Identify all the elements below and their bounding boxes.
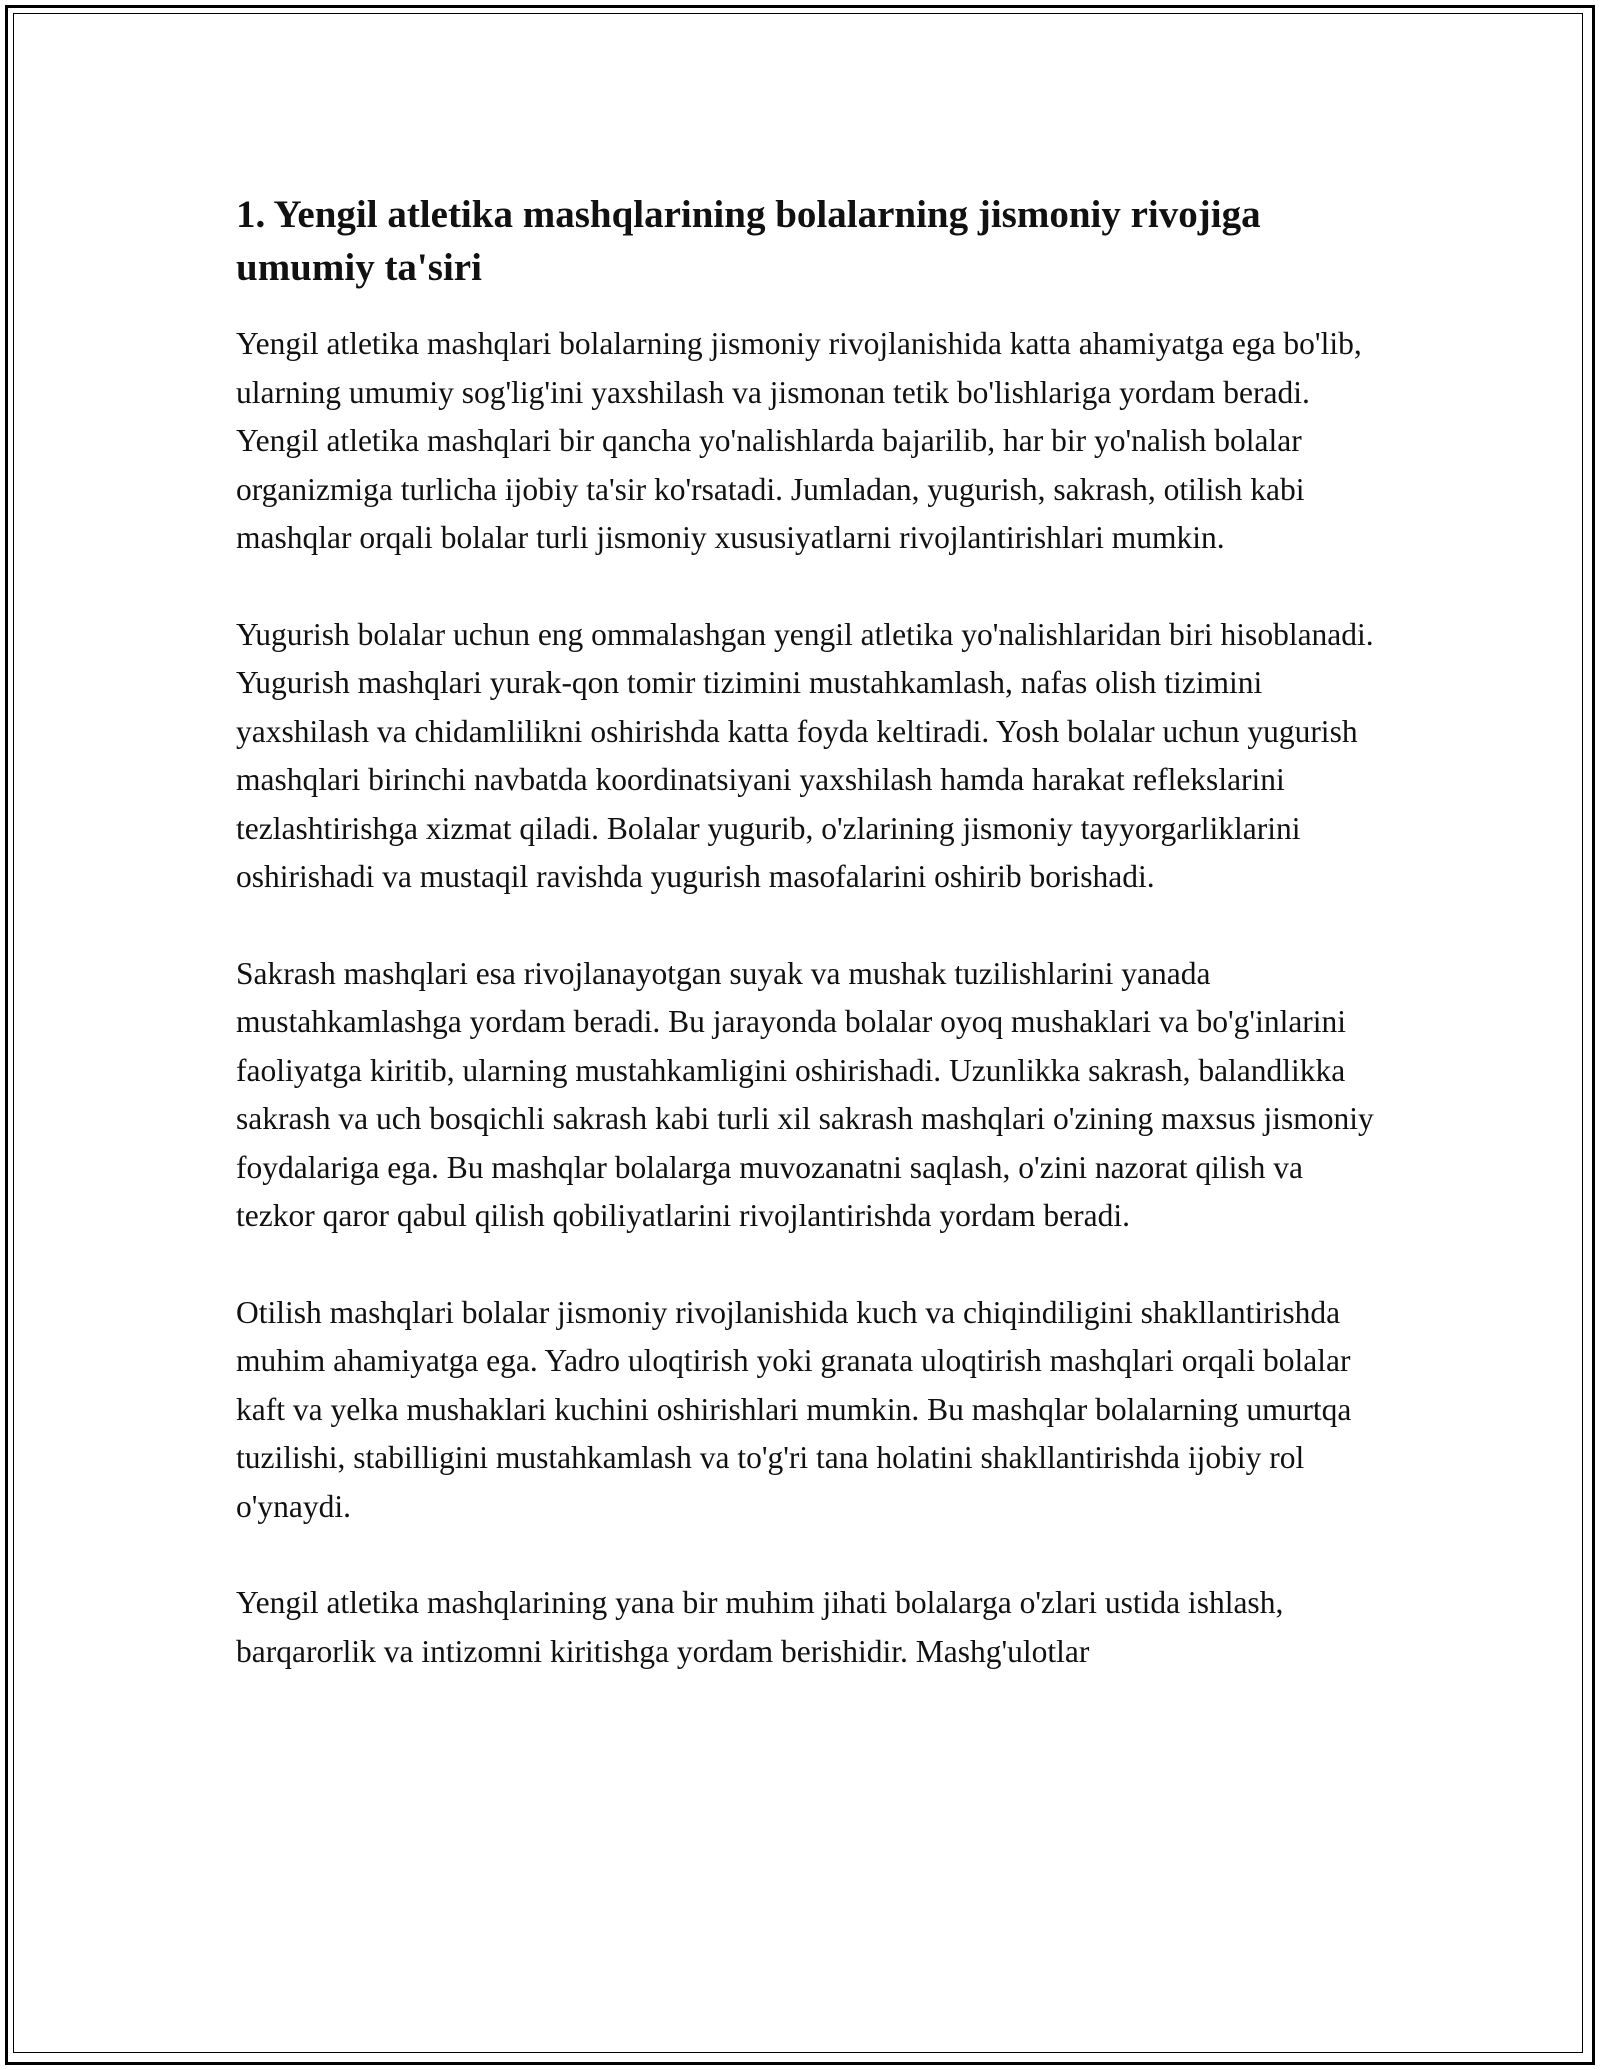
paragraph-throwing: Otilish mashqlari bolalar jismoniy rivojlanishida kuch va chiqindiligini shakllantirishda muhim ahamiyatga ega. Yadro uloqtirish yoki granata uloqtirish mashqlari orqali bolalar kaft va yelka mushaklari kuchini oshirishlari mumkin. Bu mashqlar bolalarning umurtqa tuzilishi, stabilligini mustahkamlash va to'g'ri tana holatini shakllantirishda ijobiy rol o'ynaydi. — [236, 1294, 1352, 1524]
paragraph-intro: Yengil atletika mashqlari bolalarning jismoniy rivojlanishida katta ahamiyatga ega bo'lib, ularning umumiy sog'lig'ini yaxshilash va jismonan tetik bo'lishlariga yordam beradi. Yengil atletika mashqlari bir qancha yo'nalishlarda bajarilib, har bir yo'nalish bolalar organizmiga turlicha ijobiy ta'sir ko'rsatadi. Jumladan, yugurish, sakrash, otilish kabi mashqlar orqali bolalar turli jismoniy xususiyatlarni rivojlantirishlari mumkin. — [236, 326, 1362, 555]
document-body — [236, 188, 1376, 1724]
paragraph-running: Yugurish bolalar uchun eng ommalashgan yengil atletika yo'nalishlaridan biri hisoblanadi. Yugurish mashqlari yurak-qon tomir tizimini mustahkamlash, nafas olish tizimini yaxshilash va chidamlilikni oshirishda katta foyda keltiradi. Yosh bolalar uchun yugurish mashqlari birinchi navbatda koordinatsiyani yaxshilash hamda harakat reflekslarini tezlashtirishga xizmat qiladi. Bolalar yugurib, o'zlarining jismoniy tayyorgarliklarini oshirishadi va mustaqil ravishda yugurish masofalarini oshirib borishadi. — [236, 616, 1374, 894]
paragraph-discipline: Yengil atletika mashqlarining yana bir muhim jihati bolalarga o'zlari ustida ishlash, barqarorlik va intizomni kiritishga yordam berishidir. Mashg'ulotlar — [236, 1585, 1284, 1669]
paragraph-jumping: Sakrash mashqlari esa rivojlanayotgan suyak va mushak tuzilishlarini yanada mustahkamlashga yordam beradi. Bu jarayonda bolalar oyoq mushaklari va bo'g'inlarini faoliyatga kiritib, ularning mustahkamligini oshirishadi. Uzunlikka sakrash, balandlikka sakrash va uch bosqichli sakrash kabi turli xil sakrash mashqlari o'zining maxsus jismoniy foydalariga ega. Bu mashqlar bolalarga muvozanatni saqlash, o'zini nazorat qilish va tezkor qaror qabul qilish qobiliyatlarini rivojlantirishda yordam beradi. — [236, 955, 1374, 1233]
section-heading: 1. Yengil atletika mashqlarining bolalarning jismoniy rivojiga umumiy ta'siri — [236, 193, 1261, 289]
